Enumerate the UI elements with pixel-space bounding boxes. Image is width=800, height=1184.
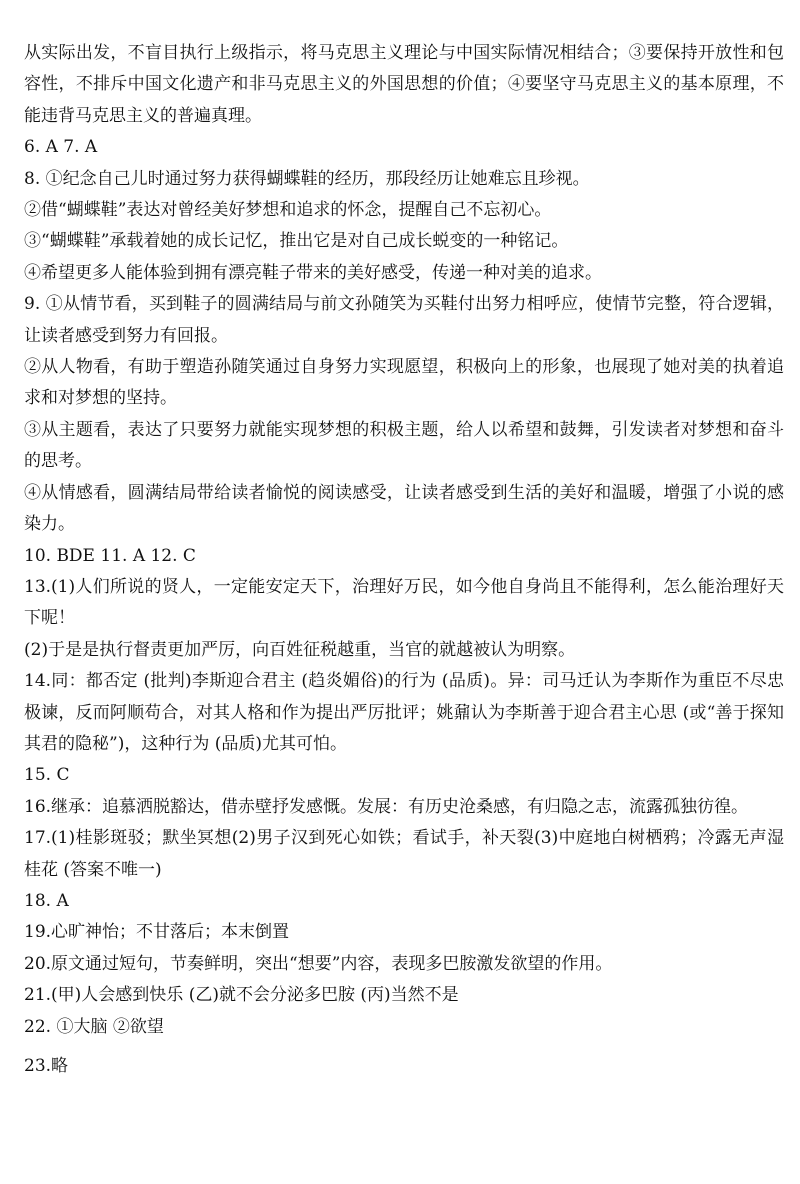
answer-line-9-4: ④从情感看，圆满结局带给读者愉悦的阅读感受，让读者感受到生活的美好和温暖，增强了小说的感染力。 [24, 482, 784, 535]
answer-line-21: 21.(甲)人会感到快乐 (乙)就不会分泌多巴胺 (丙)当然不是 [24, 985, 459, 1006]
answer-line-15: 15. C [24, 765, 70, 786]
answer-line-17: 17.(1)桂影斑驳；默坐冥想(2)男子汉到死心如铁；看试手，补天裂(3)中庭地白树栖鸦；冷露无声湿桂花 (答案不唯一) [24, 828, 784, 880]
answer-document [24, 38, 784, 1082]
answer-line-19: 19.心旷神怡；不甘落后；本末倒置 [24, 922, 290, 943]
answer-line-9-2: ②从人物看，有助于塑造孙随笑通过自身努力实现愿望，积极向上的形象，也展现了她对美的执着追求和对梦想的坚持。 [24, 357, 784, 409]
answer-line-22: 22. ①大脑 ②欲望 [24, 1016, 164, 1037]
answer-line-8-3: ③“蝴蝶鞋”承载着她的成长记忆，推出它是对自己成长蜕变的一种铭记。 [24, 231, 569, 252]
answer-line-9-1: 9. ①从情节看，买到鞋子的圆满结局与前文孙随笑为买鞋付出努力相呼应，使情节完整，符合逻辑，让读者感受到努力有回报。 [24, 294, 784, 346]
answer-line-13-2: (2)于是是执行督责更加严厉，向百姓征税越重，当官的就越被认为明察。 [24, 639, 576, 660]
answer-line-politics-cont: 从实际出发，不盲目执行上级指示，将马克思主义理论与中国实际情况相结合；③要保持开放性和包容性，不排斥中国文化遗产和非马克思主义的外国思想的价值；④要坚守马克思主义的基本原理，不能违背马克思主义的普遍真理。 [24, 43, 784, 126]
answer-line-13-1: 13.(1)人们所说的贤人，一定能安定天下，治理好万民，如今他自身尚且不能得利，怎么能治理好天下呢！ [24, 576, 784, 629]
answer-line-10-12: 10. BDE 11. A 12. C [24, 545, 196, 566]
answer-line-14: 14.同：都否定 (批判)李斯迎合君主 (趋炎媚俗)的行为 (品质)。异：司马迁认为李斯作为重臣不尽忠极谏，反而阿顺苟合，对其人格和作为提出严厉批评；姚鼐认为李斯善于迎合君主心思 (或“善于探知其君的隐秘”)，这种行为 (品质)尤其可怕。 [24, 671, 784, 754]
answer-line-20: 20.原文通过短句，节奏鲜明，突出“想要”内容，表现多巴胺激发欲望的作用。 [24, 953, 613, 974]
answer-line-6-7: 6. A 7. A [24, 137, 98, 158]
answer-line-18: 18. A [24, 890, 69, 911]
answer-line-8-2: ②借“蝴蝶鞋”表达对曾经美好梦想和追求的怀念，提醒自己不忘初心。 [24, 200, 552, 221]
answer-line-8-4: ④希望更多人能体验到拥有漂亮鞋子带来的美好感受，传递一种对美的追求。 [24, 262, 602, 283]
answer-line-9-3: ③从主题看，表达了只要努力就能实现梦想的积极主题，给人以希望和鼓舞，引发读者对梦想和奋斗的思考。 [24, 419, 784, 472]
answer-line-8-1: 8. ①纪念自己儿时通过努力获得蝴蝶鞋的经历，那段经历让她难忘且珍视。 [24, 168, 590, 189]
answer-line-23: 23.略 [24, 1056, 69, 1076]
answer-line-16: 16.继承：追慕洒脱豁达，借赤壁抒发感慨。发展：有历史沧桑感，有归隐之志，流露孤独彷徨。 [24, 796, 749, 817]
